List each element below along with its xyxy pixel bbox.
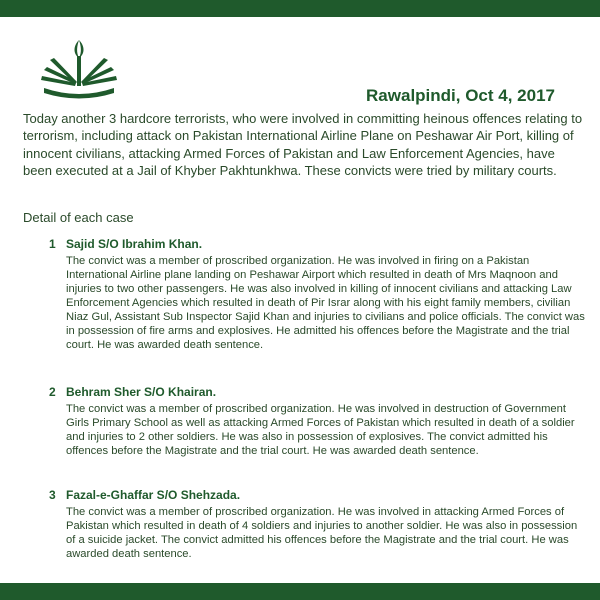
case-description: The convict was a member of proscribed organization. He was involved in firing on a Pakistan International Airline plane landing on Peshawar Airport which resulted in death of Mrs Maqnoon and injuries to two other passengers. He was also involved in killing of innocent civilians and attacking Law Enforcement Agencies which resulted in death of Pir Israr along with his eight family members, civilian Niaz Gul, Assistant Sub Inspector Sajid Khan and injuries to civilians and police officials. The convict was in possession of fire arms and explosives. He admitted his offences before the Magistrate and the trial court. He was awarded death sentence. xyxy=(66,255,585,351)
case-title: Sajid S/O Ibrahim Khan. xyxy=(66,237,203,251)
case-number: 3 xyxy=(49,488,56,502)
ispr-logo-icon xyxy=(40,38,118,102)
detail-heading: Detail of each case xyxy=(23,210,134,225)
case-item xyxy=(49,237,586,385)
case-number: 2 xyxy=(49,385,56,399)
dateline: Rawalpindi, Oct 4, 2017 xyxy=(366,86,555,105)
case-description: The convict was a member of proscribed organization. He was involved in attacking Armed Forces of Pakistan which resulted in death of 4 soldiers and injuries to another soldier. He was also in possession of a suicide jacket. The convict admitted his offences before the Magistrate and the trial court. He was awarded death sentence. xyxy=(66,506,578,560)
bottom-banner-bar xyxy=(0,583,600,600)
intro-paragraph: Today another 3 hardcore terrorists, who were involved in committing heinous offences relating to terrorism, including attack on Pakistan International Airline Plane on Peshawar Air Port, killing of innocent civilians, attacking Armed Forces of Pakistan and Law Enforcement Agencies, have been executed at a Jail of Khyber Pakhtunkhwa. These convicts were tried by military courts. xyxy=(23,111,583,178)
case-number: 1 xyxy=(49,237,56,251)
case-list xyxy=(49,237,586,578)
case-title: Behram Sher S/O Khairan. xyxy=(66,385,217,399)
case-item xyxy=(49,385,586,488)
top-banner-bar xyxy=(0,0,600,17)
case-title: Fazal-e-Ghaffar S/O Shehzada. xyxy=(66,488,241,502)
case-item xyxy=(49,488,586,578)
case-description: The convict was a member of proscribed organization. He was involved in destruction of Government Girls Primary School as well as attacking Armed Forces of Pakistan which resulted in death of a soldier and injuries to 2 other soldiers. He was also in possession of explosives. The convict admitted his offences before the Magistrate and the trial court. He was awarded death sentence. xyxy=(66,403,575,457)
